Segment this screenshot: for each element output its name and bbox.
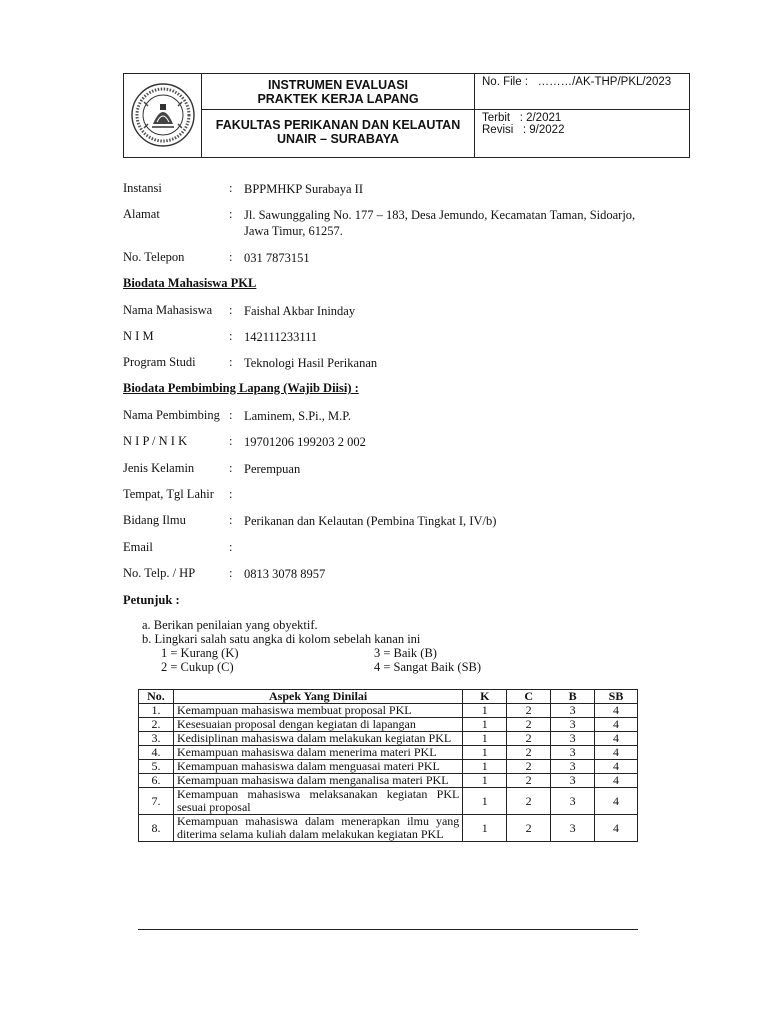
faculty-name-line1: FAKULTAS PERIKANAN DAN KELAUTAN xyxy=(215,118,461,132)
row-number: 5. xyxy=(139,760,174,774)
score-sb[interactable]: 4 xyxy=(595,815,638,842)
score-b[interactable]: 3 xyxy=(551,788,595,815)
score-b[interactable]: 3 xyxy=(551,704,595,718)
prodi-value: Teknologi Hasil Perikanan xyxy=(244,356,378,370)
phone-label: No. Telp. / HP xyxy=(123,566,196,580)
row-number: 1. xyxy=(139,704,174,718)
form-title-line2: PRAKTEK KERJA LAPANG xyxy=(257,92,419,106)
footer-divider xyxy=(138,929,638,930)
row-number: 3. xyxy=(139,732,174,746)
scale-4: 4 = Sangat Baik (SB) xyxy=(374,660,482,674)
score-c[interactable]: 2 xyxy=(507,704,551,718)
gender-value: Perempuan xyxy=(244,462,301,476)
score-k[interactable]: 1 xyxy=(463,788,507,815)
score-b[interactable]: 3 xyxy=(551,815,595,842)
telepon-value: 031 7873151 xyxy=(244,251,310,265)
aspect-text: Kesesuaian proposal dengan kegiatan di lapangan xyxy=(173,718,462,732)
faculty-name-line2: UNAIR – SURABAYA xyxy=(276,132,400,146)
score-c[interactable]: 2 xyxy=(507,760,551,774)
email-label: Email xyxy=(123,540,153,554)
row-number: 8. xyxy=(139,815,174,842)
header-divider xyxy=(201,109,689,110)
colon: : xyxy=(229,513,233,527)
gender-label: Jenis Kelamin xyxy=(123,461,195,475)
score-b[interactable]: 3 xyxy=(551,746,595,760)
aspect-text: Kemampuan mahasiswa dalam menerapkan ilmu yang diterima selama kuliah dalam melakukan kegiatan PKL xyxy=(173,815,462,842)
table-row xyxy=(139,732,638,746)
colon: : xyxy=(229,181,233,195)
aspect-text: Kemampuan mahasiswa melaksanakan kegiatan PKL sesuai proposal xyxy=(173,788,462,815)
row-number: 6. xyxy=(139,774,174,788)
score-b[interactable]: 3 xyxy=(551,732,595,746)
birth-label: Tempat, Tgl Lahir xyxy=(123,487,214,501)
field-value: Perikanan dan Kelautan (Pembina Tingkat I, IV/b) xyxy=(244,514,497,528)
aspect-text: Kemampuan mahasiswa dalam menguasai materi PKL xyxy=(173,760,462,774)
table-row xyxy=(139,774,638,788)
supervisor-section-title: Biodata Pembimbing Lapang (Wajib Diisi) : xyxy=(123,381,359,395)
instansi-value: BPPMHKP Surabaya II xyxy=(244,182,363,196)
phone-value: 0813 3078 8957 xyxy=(244,567,326,581)
score-sb[interactable]: 4 xyxy=(595,732,638,746)
column-header-no: No. xyxy=(139,690,174,704)
alamat-value: Jl. Sawunggaling No. 177 – 183, Desa Jemundo, Kecamatan Taman, Sidoarjo, Jawa Timur, 61257. xyxy=(244,208,636,238)
scale-2: 2 = Cukup (C) xyxy=(161,660,234,674)
issue-number: Terbit : 2/2021 xyxy=(482,112,562,124)
instructions-title: Petunjuk : xyxy=(123,593,180,607)
table-row xyxy=(139,815,638,842)
colon: : xyxy=(229,329,233,343)
score-k[interactable]: 1 xyxy=(463,732,507,746)
row-number: 4. xyxy=(139,746,174,760)
nip-label: N I P / N I K xyxy=(123,434,188,448)
score-sb[interactable]: 4 xyxy=(595,760,638,774)
instansi-label: Instansi xyxy=(123,181,162,195)
instruction-a: a. Berikan penilaian yang obyektif. xyxy=(142,618,318,632)
table-row xyxy=(139,760,638,774)
score-c[interactable]: 2 xyxy=(507,746,551,760)
table-header-row xyxy=(139,690,638,704)
colon: : xyxy=(229,566,233,580)
score-k[interactable]: 1 xyxy=(463,774,507,788)
nim-label: N I M xyxy=(123,329,154,343)
column-header-sb: SB xyxy=(595,690,638,704)
score-sb[interactable]: 4 xyxy=(595,718,638,732)
row-number: 2. xyxy=(139,718,174,732)
aspect-text: Kemampuan mahasiswa dalam menerima materi PKL xyxy=(173,746,462,760)
score-sb[interactable]: 4 xyxy=(595,774,638,788)
document-header xyxy=(123,73,690,158)
prodi-label: Program Studi xyxy=(123,355,196,369)
student-section-title: Biodata Mahasiswa PKL xyxy=(123,276,257,290)
row-number: 7. xyxy=(139,788,174,815)
aspect-text: Kemampuan mahasiswa membuat proposal PKL xyxy=(173,704,462,718)
column-header-c: C xyxy=(507,690,551,704)
form-title-line1: INSTRUMEN EVALUASI xyxy=(267,78,409,92)
instruction-b: b. Lingkari salah satu angka di kolom sebelah kanan ini xyxy=(142,632,421,646)
file-number: No. File : ………/AK-THP/PKL/2023 xyxy=(482,76,672,88)
university-seal-icon xyxy=(130,82,196,148)
field-label: Bidang Ilmu xyxy=(123,513,186,527)
rating-table xyxy=(138,689,638,842)
telepon-label: No. Telepon xyxy=(123,250,185,264)
score-c[interactable]: 2 xyxy=(507,718,551,732)
revision-number: Revisi : 9/2022 xyxy=(482,124,565,136)
score-sb[interactable]: 4 xyxy=(595,788,638,815)
score-c[interactable]: 2 xyxy=(507,774,551,788)
score-k[interactable]: 1 xyxy=(463,760,507,774)
scale-3: 3 = Baik (B) xyxy=(374,646,437,660)
score-c[interactable]: 2 xyxy=(507,788,551,815)
colon: : xyxy=(229,540,233,554)
score-k[interactable]: 1 xyxy=(463,704,507,718)
colon: : xyxy=(229,461,233,475)
alamat-label: Alamat xyxy=(123,207,160,221)
score-c[interactable]: 2 xyxy=(507,732,551,746)
aspect-text: Kedisiplinan mahasiswa dalam melakukan kegiatan PKL xyxy=(173,732,462,746)
score-sb[interactable]: 4 xyxy=(595,704,638,718)
score-c[interactable]: 2 xyxy=(507,815,551,842)
student-name-value: Faishal Akbar Ininday xyxy=(244,304,356,318)
table-row xyxy=(139,718,638,732)
score-k[interactable]: 1 xyxy=(463,718,507,732)
header-divider xyxy=(474,74,475,157)
colon: : xyxy=(229,487,233,501)
colon: : xyxy=(229,408,233,422)
colon: : xyxy=(229,207,233,221)
score-k[interactable]: 1 xyxy=(463,746,507,760)
supervisor-name-label: Nama Pembimbing xyxy=(123,408,220,422)
score-b[interactable]: 3 xyxy=(551,760,595,774)
score-b[interactable]: 3 xyxy=(551,718,595,732)
column-header-b: B xyxy=(551,690,595,704)
colon: : xyxy=(229,303,233,317)
colon: : xyxy=(229,434,233,448)
student-name-label: Nama Mahasiswa xyxy=(123,303,213,317)
supervisor-name-value: Laminem, S.Pi., M.P. xyxy=(244,409,351,423)
table-row xyxy=(139,788,638,815)
colon: : xyxy=(229,250,233,264)
scale-1: 1 = Kurang (K) xyxy=(161,646,239,660)
aspect-text: Kemampuan mahasiswa dalam menganalisa materi PKL xyxy=(173,774,462,788)
score-sb[interactable]: 4 xyxy=(595,746,638,760)
table-row xyxy=(139,704,638,718)
column-header-aspect: Aspek Yang Dinilai xyxy=(173,690,462,704)
form-title xyxy=(202,78,474,106)
table-row xyxy=(139,746,638,760)
score-k[interactable]: 1 xyxy=(463,815,507,842)
colon: : xyxy=(229,355,233,369)
column-header-k: K xyxy=(463,690,507,704)
nim-value: 142111233111 xyxy=(244,330,318,344)
faculty-name xyxy=(202,118,474,146)
nip-value: 19701206 199203 2 002 xyxy=(244,435,366,449)
score-b[interactable]: 3 xyxy=(551,774,595,788)
